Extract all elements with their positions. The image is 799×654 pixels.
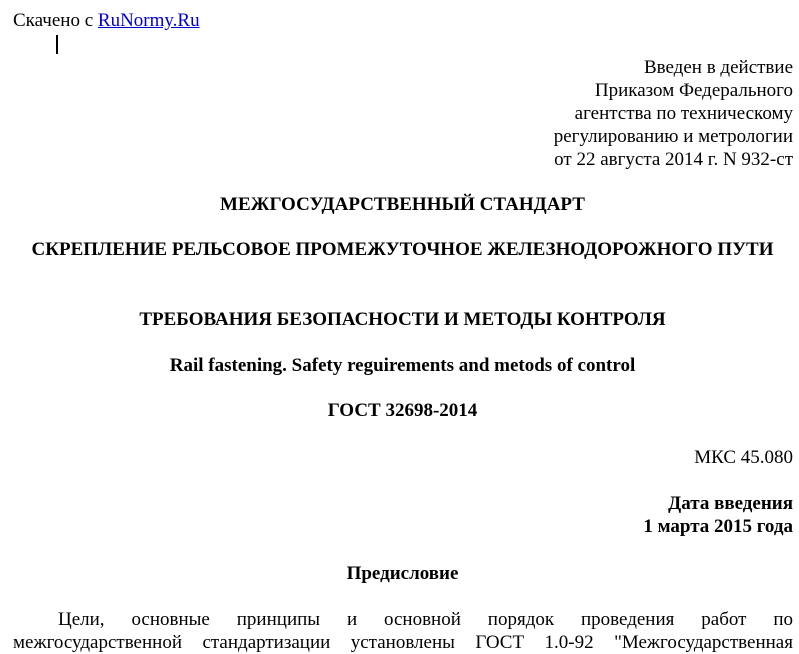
word: порядок <box>487 609 555 630</box>
text-cursor <box>56 35 58 54</box>
approval-line: регулированию и метрологии <box>553 126 793 147</box>
intro-date-block <box>643 492 793 538</box>
paragraph-line <box>13 631 793 654</box>
intro-date-label: Дата введения <box>668 493 793 514</box>
word: основные <box>131 609 210 630</box>
word: работ <box>701 609 747 630</box>
source-link[interactable]: RuNormy.Ru <box>97 10 200 31</box>
word: "Межгосударственная <box>614 632 793 653</box>
paragraph-line <box>13 608 793 631</box>
word: Цели, <box>58 609 105 630</box>
mks-code: МКС 45.080 <box>694 447 793 468</box>
word: 1.0-92 <box>544 632 594 653</box>
approval-line: Введен в действие <box>643 57 793 78</box>
source-line <box>13 9 200 32</box>
standard-heading: МЕЖГОСУДАРСТВЕННЫЙ СТАНДАРТ <box>220 194 585 215</box>
word: принципы <box>236 609 321 630</box>
word: ГОСТ <box>475 632 525 653</box>
intro-date-value: 1 марта 2015 года <box>643 516 793 537</box>
approval-line: от 22 августа 2014 г. N 932-ст <box>554 149 793 170</box>
document-subtitle: ТРЕБОВАНИЯ БЕЗОПАСНОСТИ И МЕТОДЫ КОНТРОЛЯ <box>139 309 666 330</box>
word: установлены <box>350 632 455 653</box>
word: основной <box>384 609 461 630</box>
word: проведения <box>580 609 675 630</box>
document-title: СКРЕПЛЕНИЕ РЕЛЬСОВОЕ ПРОМЕЖУТОЧНОЕ ЖЕЛЕЗНОДОРОЖНОГО ПУТИ <box>31 239 774 260</box>
preface-paragraph <box>13 608 793 654</box>
english-title: Rail fastening. Safety reguirements and metods of control <box>169 355 636 376</box>
approval-block <box>554 56 793 171</box>
word: по <box>773 609 793 630</box>
word: стандартизации <box>202 632 331 653</box>
preface-heading: Предисловие <box>346 563 459 584</box>
source-prefix: Скачено с <box>13 10 94 31</box>
word: межгосударственной <box>13 632 182 653</box>
approval-line: Приказом Федерального <box>594 80 793 101</box>
approval-line: агентства по техническому <box>574 103 793 124</box>
word: и <box>346 609 358 630</box>
standard-code: ГОСТ 32698-2014 <box>327 400 478 421</box>
